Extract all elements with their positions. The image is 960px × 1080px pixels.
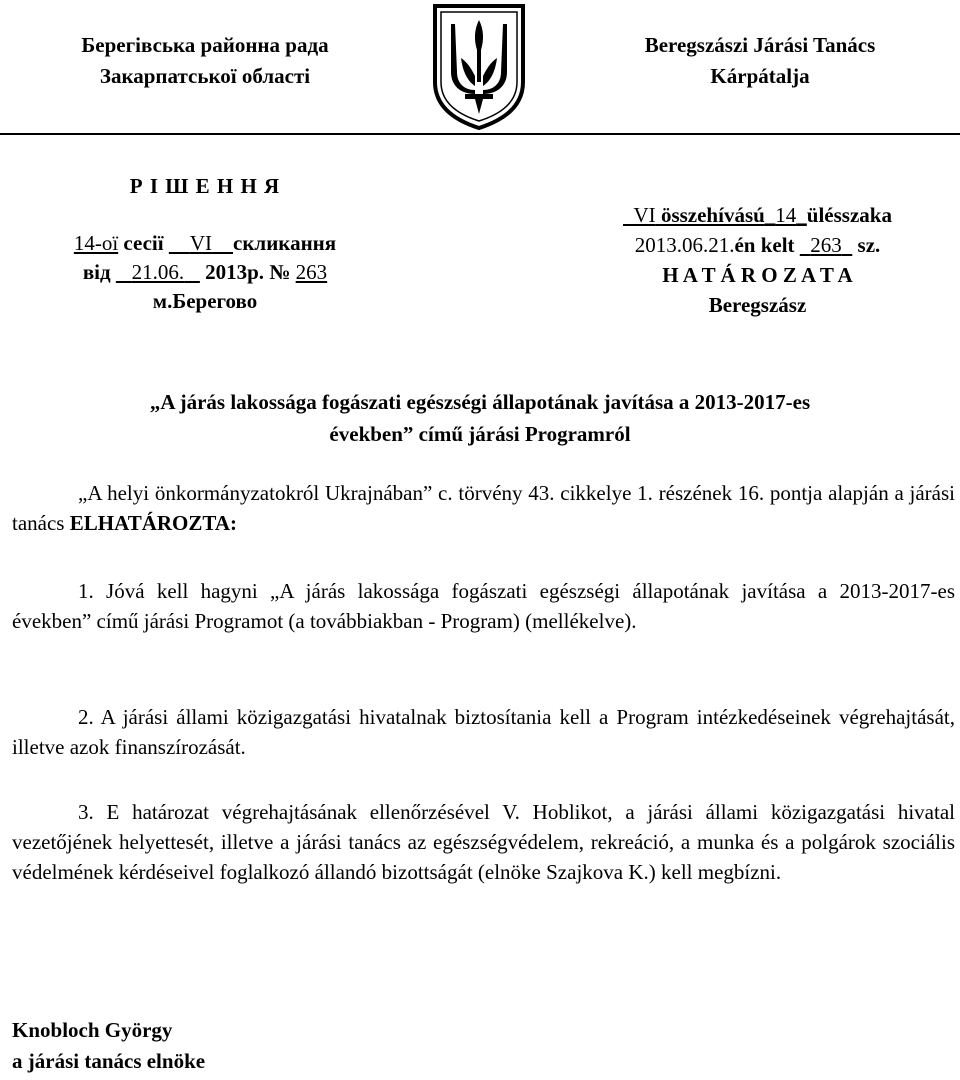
resolution-item-3: 3. E határozat végrehajtásának ellenőrzésével V. Hoblikot, a járási állami közigazgatási hivatal vezetőjének helyettesét, illetve a járási tanács az egészségvédelem, rekreáció, a munka és a polgárok szociális védelmének kérdéseivel foglalkozó állandó bizottságát (elnöke Szajkova K.) kell megbízni. (12, 800, 955, 884)
coat-of-arms-icon (431, 2, 527, 130)
document-title (0, 386, 960, 450)
signatory-title: a járási tanács elnöke (12, 1049, 206, 1073)
document-title-line2: években” című járási Programról (329, 422, 631, 446)
council-name-hu-line2: Kárpátalja (710, 64, 810, 88)
decision-block-hungarian (555, 200, 960, 320)
signatory-name: Knobloch György (12, 1018, 173, 1042)
document-title-line1: „A járás lakossága fogászati egészségi állapotának javítása a 2013-2017-es (149, 390, 811, 414)
preamble-resolution-word: ELHATÁROZTA: (69, 511, 237, 535)
place-ua: м.Берегово (152, 289, 258, 313)
council-name-ua-line2: Закарпатської області (99, 64, 311, 88)
council-name-ua-line1: Берегівська районна рада (81, 33, 329, 57)
preamble-text: „A helyi önkormányzatokról Ukrajnában” c. törvény 43. cikkelye 1. részének 16. pontja alapján a járási tanács (12, 481, 955, 535)
resolution-item-2: 2. A járási állami közigazgatási hivatalnak biztosítania kell a Program intézkedéseinek végrehajtását, illetve azok finanszírozását. (12, 705, 955, 759)
header-divider (0, 133, 960, 135)
council-name-hungarian (560, 30, 960, 92)
session-line-hu: VI összehívású_14_ülésszaka (633, 203, 892, 227)
council-name-hu-line1: Beregszászi Járási Tanács (644, 33, 876, 57)
council-name-ukrainian (0, 30, 410, 92)
preamble (12, 478, 955, 538)
decision-heading-hu: H A T Á R O Z A T A (662, 263, 853, 287)
date-line-ua: від 21.06. 2013р. № 263 (82, 260, 328, 284)
decision-heading-ua: Р І Ш Е Н Н Я (129, 174, 281, 198)
session-line-ua: 14-ої сесії VI скликання (73, 231, 337, 255)
signature-block (12, 1015, 412, 1077)
date-line-hu: 2013.06.21.én kelt 263 sz. (634, 233, 881, 257)
resolution-item-1: 1. Jóvá kell hagyni „A járás lakossága fogászati egészségi állapotának javítása a 2013-2017-es években” című járási Programot (a továbbiakban - Program) (mellékelve). (12, 579, 955, 633)
decision-block-ukrainian (0, 172, 410, 316)
place-hu: Beregszász (708, 293, 807, 317)
